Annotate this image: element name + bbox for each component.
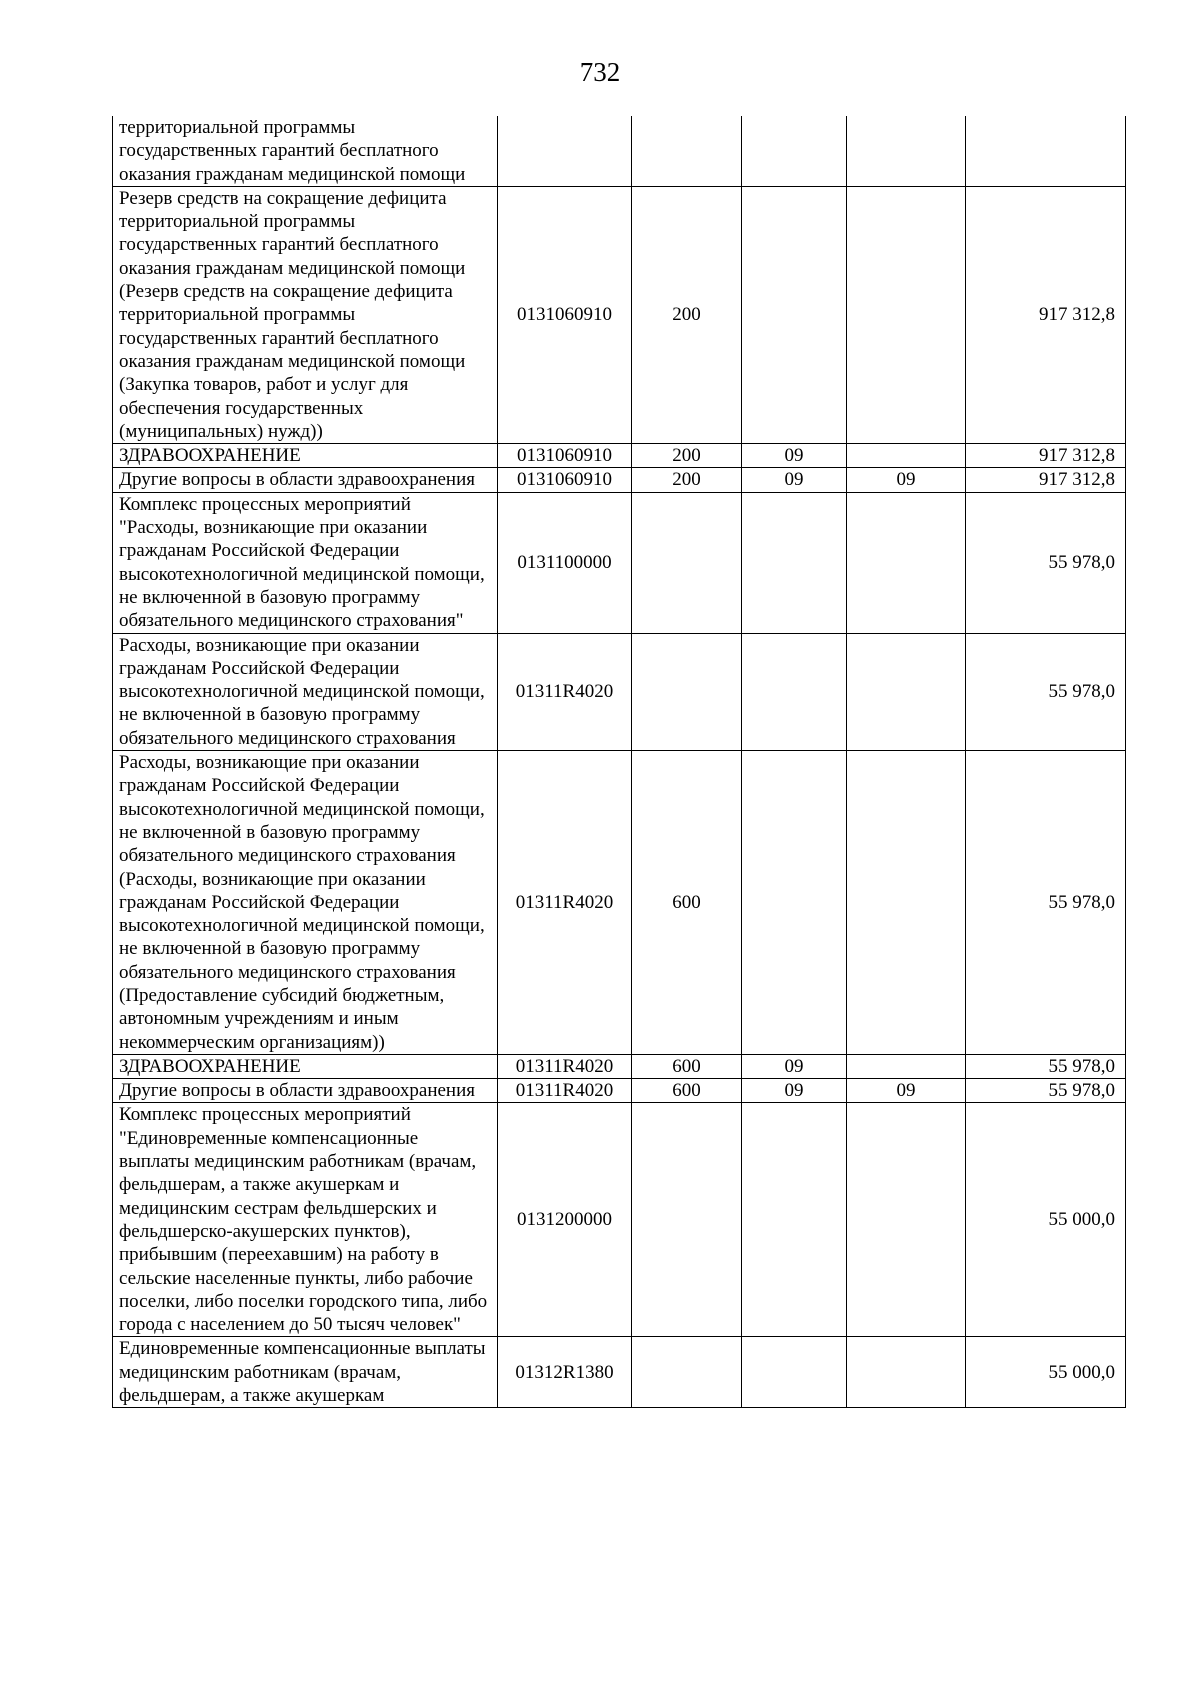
row-subsection (847, 1103, 966, 1337)
table-row (113, 492, 1126, 633)
row-name: Другие вопросы в области здравоохранения (113, 1079, 498, 1103)
row-subsection (847, 186, 966, 443)
page-number: 732 (579, 57, 621, 87)
row-expense-type (632, 1103, 742, 1337)
row-name: Другие вопросы в области здравоохранения (113, 468, 498, 492)
row-amount (966, 116, 1126, 186)
row-amount: 55 978,0 (966, 1079, 1126, 1103)
row-section: 09 (742, 444, 847, 468)
row-name: Расходы, возникающие при оказании гражданам Российской Федерации высокотехнологичной медицинской помощи, не включенной в базовую программу обязательного медицинского страхования (Расходы, возникающие при оказании гражданам Российской Федерации высокотехнологичной медицинской помощи, не включенной в базовую программу обязательного медицинского страхования (Предоставление субсидий бюджетным, автономным учреждениям и иным некоммерческим организациям)) (113, 751, 498, 1055)
row-section (742, 633, 847, 750)
row-expense-type: 600 (632, 751, 742, 1055)
row-target-article: 01311R4020 (498, 751, 632, 1055)
table-row (113, 1103, 1126, 1337)
row-name: Комплекс процессных мероприятий "Единовременные компенсационные выплаты медицинским работникам (врачам, фельдшерам, а также акушеркам и медицинским сестрам фельдшерских и фельдшерско-акушерских пунктов), прибывшим (переехавшим) на работу в сельские населенные пункты, либо рабочие поселки, либо поселки городского типа, либо города с населением до 50 тысяч человек" (113, 1103, 498, 1337)
row-subsection (847, 492, 966, 633)
row-subsection: 09 (847, 468, 966, 492)
table-row (113, 1079, 1126, 1103)
row-amount: 55 978,0 (966, 633, 1126, 750)
row-section: 09 (742, 468, 847, 492)
table-row (113, 116, 1126, 186)
row-subsection (847, 444, 966, 468)
table-row (113, 186, 1126, 443)
table-row (113, 468, 1126, 492)
row-target-article: 0131060910 (498, 186, 632, 443)
table-row (113, 1337, 1126, 1408)
row-expense-type: 600 (632, 1079, 742, 1103)
row-section (742, 1103, 847, 1337)
row-amount: 917 312,8 (966, 444, 1126, 468)
row-section: 09 (742, 1079, 847, 1103)
row-subsection: 09 (847, 1079, 966, 1103)
row-amount: 55 000,0 (966, 1103, 1126, 1337)
row-section: 09 (742, 1054, 847, 1078)
row-expense-type: 200 (632, 444, 742, 468)
budget-table (112, 116, 1126, 1408)
row-target-article: 01311R4020 (498, 1054, 632, 1078)
table-row (113, 444, 1126, 468)
row-target-article: 0131060910 (498, 444, 632, 468)
row-target-article: 01311R4020 (498, 1079, 632, 1103)
row-target-article: 01312R1380 (498, 1337, 632, 1408)
row-name: Резерв средств на сокращение дефицита территориальной программы государственных гарантий бесплатного оказания гражданам медицинской помощи (Резерв средств на сокращение дефицита территориальной программы государственных гарантий бесплатного оказания гражданам медицинской помощи (Закупка товаров, работ и услуг для обеспечения государственных (муниципальных) нужд)) (113, 186, 498, 443)
table-row (113, 633, 1126, 750)
row-section (742, 186, 847, 443)
row-amount: 917 312,8 (966, 186, 1126, 443)
table-row (113, 751, 1126, 1055)
row-target-article: 01311R4020 (498, 633, 632, 750)
row-amount: 917 312,8 (966, 468, 1126, 492)
row-name: Единовременные компенсационные выплаты медицинским работникам (врачам, фельдшерам, а также акушеркам (113, 1337, 498, 1408)
row-section (742, 492, 847, 633)
row-expense-type (632, 492, 742, 633)
row-name: Расходы, возникающие при оказании гражданам Российской Федерации высокотехнологичной медицинской помощи, не включенной в базовую программу обязательного медицинского страхования (113, 633, 498, 750)
row-subsection (847, 1337, 966, 1408)
row-section (742, 1337, 847, 1408)
row-name: ЗДРАВООХРАНЕНИЕ (113, 444, 498, 468)
row-subsection (847, 116, 966, 186)
row-expense-type (632, 1337, 742, 1408)
row-subsection (847, 751, 966, 1055)
row-target-article: 0131060910 (498, 468, 632, 492)
row-name: Комплекс процессных мероприятий "Расходы, возникающие при оказании гражданам Российской Федерации высокотехнологичной медицинской помощи, не включенной в базовую программу обязательного медицинского страхования" (113, 492, 498, 633)
row-section (742, 751, 847, 1055)
row-expense-type: 200 (632, 186, 742, 443)
row-amount: 55 978,0 (966, 1054, 1126, 1078)
row-name: территориальной программы государственных гарантий бесплатного оказания гражданам медицинской помощи (113, 116, 498, 186)
row-amount: 55 978,0 (966, 751, 1126, 1055)
row-expense-type (632, 633, 742, 750)
table-row (113, 1054, 1126, 1078)
row-target-article (498, 116, 632, 186)
row-expense-type: 600 (632, 1054, 742, 1078)
row-amount: 55 000,0 (966, 1337, 1126, 1408)
row-target-article: 0131100000 (498, 492, 632, 633)
row-subsection (847, 633, 966, 750)
row-section (742, 116, 847, 186)
row-target-article: 0131200000 (498, 1103, 632, 1337)
row-amount: 55 978,0 (966, 492, 1126, 633)
row-expense-type (632, 116, 742, 186)
row-subsection (847, 1054, 966, 1078)
row-expense-type: 200 (632, 468, 742, 492)
row-name: ЗДРАВООХРАНЕНИЕ (113, 1054, 498, 1078)
